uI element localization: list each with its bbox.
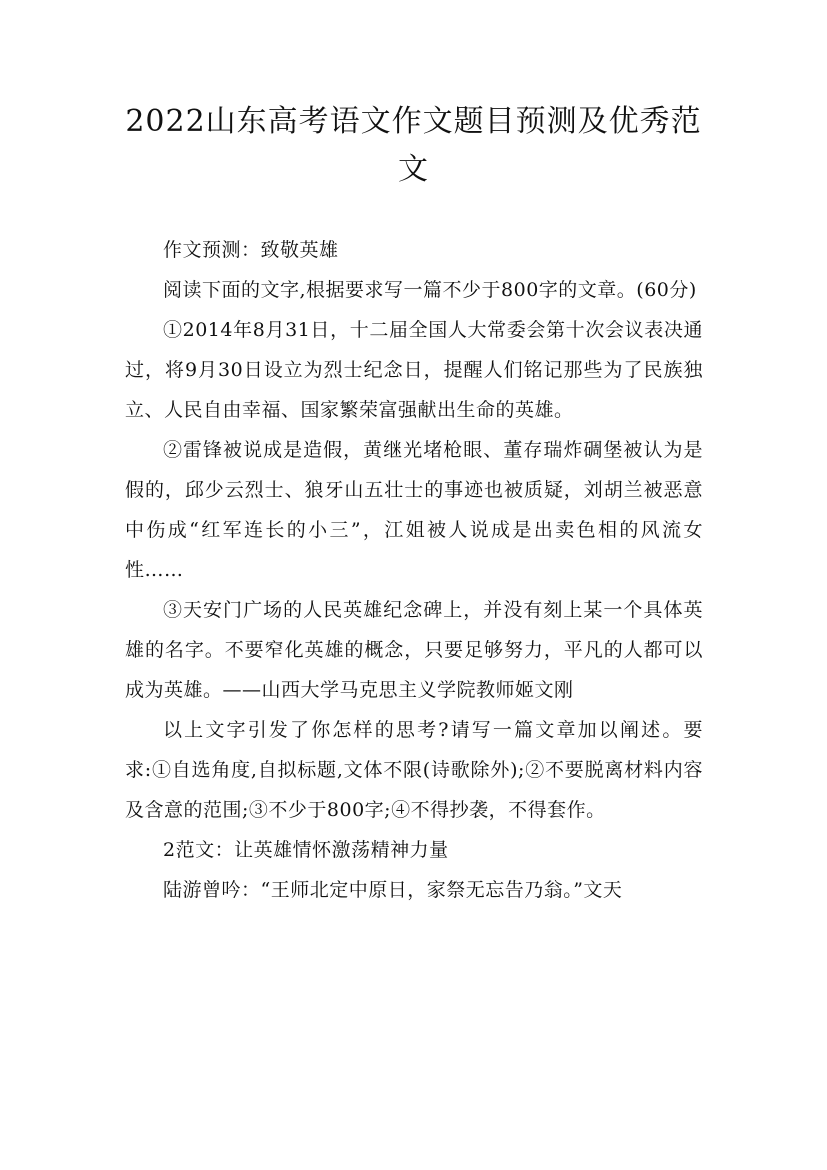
- material-paragraph-2: ②雷锋被说成是造假，黄继光堵枪眼、董存瑞炸碉堡被认为是假的，邱少云烈士、狼牙山五壮士的事迹也被质疑，刘胡兰被恶意中伤成“红军连长的小三”，江姐被人说成是出卖色相的风流女性……: [125, 439, 703, 581]
- sample-essay-first-line: 陆游曾吟：“王师北定中原日，家祭无忘告乃翁。”文天: [163, 879, 623, 901]
- essay-prediction-heading: 作文预测：致敬英雄: [163, 239, 339, 261]
- sample-essay-heading: 2范文：让英雄情怀激荡精神力量: [163, 839, 449, 861]
- material-paragraph-3: ③天安门广场的人民英雄纪念碑上，并没有刻上某一个具体英雄的名字。不要窄化英雄的概念，只要足够努力，平凡的人都可以成为英雄。——山西大学马克思主义学院教师姬文刚: [125, 599, 703, 701]
- page-title: 2022山东高考语文作文题目预测及优秀范文: [125, 104, 702, 187]
- document-body: [125, 230, 703, 910]
- requirements-paragraph: 以上文字引发了你怎样的思考?请写一篇文章加以阐述。要求:①自选角度,自拟标题,文体不限(诗歌除外);②不要脱离材料内容及含意的范围;③不少于800字;④不得抄袭，不得套作。: [125, 719, 703, 821]
- material-paragraph-1: ①2014年8月31日，十二届全国人大常委会第十次会议表决通过，将9月30日设立为烈士纪念日，提醒人们铭记那些为了民族独立、人民自由幸福、国家繁荣富强献出生命的英雄。: [125, 319, 703, 421]
- instruction-paragraph: 阅读下面的文字,根据要求写一篇不少于800字的文章。(60分): [163, 279, 697, 301]
